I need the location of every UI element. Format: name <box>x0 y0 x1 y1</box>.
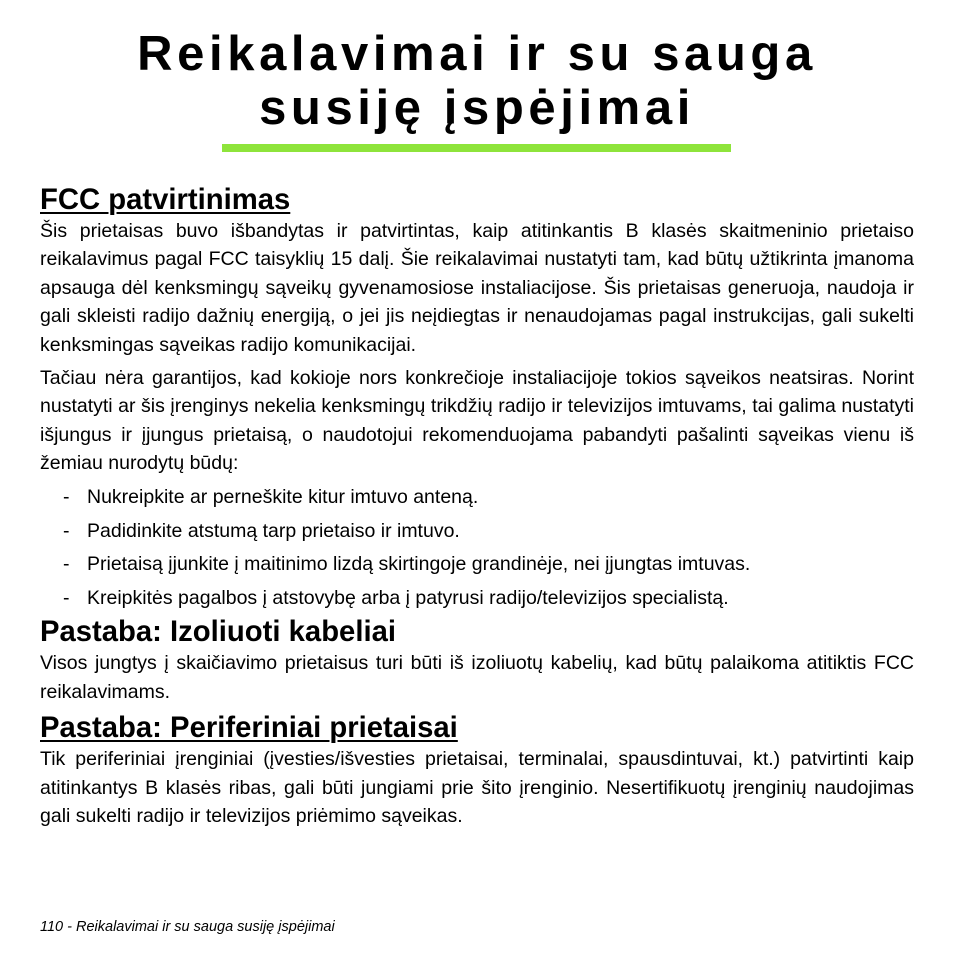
bullet-dash: - <box>63 553 70 576</box>
list-item-text: Kreipkitės pagalbos į atstovybę arba į patyrusi radijo/televizijos specialistą. <box>87 587 729 610</box>
title-underline-rule <box>222 144 731 152</box>
peripherals-paragraph: Tik periferiniai įrenginiai (įvesties/išvesties prietaisai, terminalai, spausdintuvai, kt.) patvirtinti kaip atitinkantys B klasės ribas, gali būti jungiami prie šito įrenginio. Nesertifikuotų įrenginių naudojimas gali sukelti radijo ir televizijos priėmimo sąveikas. <box>40 748 914 827</box>
bullet-dash: - <box>63 587 70 610</box>
list-item <box>40 584 914 612</box>
page-title <box>0 27 954 135</box>
bullet-dash: - <box>63 485 70 508</box>
page-title-line-1: Reikalavimai ir su sauga <box>137 27 817 81</box>
list-item-text: Padidinkite atstumą tarp prietaiso ir imtuvo. <box>87 519 460 542</box>
list-item <box>40 517 914 545</box>
list-item-text: Prietaisą įjunkite į maitinimo lizdą skirtingoje grandinėje, nei įjungtas imtuvas. <box>87 553 751 576</box>
section-heading-cables <box>40 616 914 649</box>
fcc-remedy-list <box>40 483 914 613</box>
section-heading-peripherals <box>40 712 914 745</box>
section-heading-cables-text: Pastaba: Izoliuoti kabeliai <box>40 616 396 649</box>
cables-paragraph: Visos jungtys į skaičiavimo prietaisus turi būti iš izoliuotų kabelių, kad būtų palaikoma atitiktis FCC reikalavimams. <box>40 652 914 703</box>
list-item <box>40 550 914 578</box>
section-heading-fcc-text: FCC patvirtinimas <box>40 184 291 216</box>
page-title-line-2: susiję įspėjimai <box>259 81 695 135</box>
fcc-paragraph-2: Tačiau nėra garantijos, kad kokioje nors konkrečioje instaliacijoje tokios sąveikos neatsiras. Norint nustatyti ar šis įrenginys nekelia kenksmingų trikdžių radijo ir televizijos imtuvams, tai galima nustatyti išjungus ir įjungus prietaisą, o naudotojui rekomenduojama pabandyti pašalinti sąveikas vienu iš žemiau nurodytų būdų: <box>40 367 914 475</box>
list-item-text: Nukreipkite ar perneškite kitur imtuvo anteną. <box>87 485 479 508</box>
section-heading-fcc <box>40 186 914 214</box>
document-body <box>40 186 914 835</box>
bullet-dash: - <box>63 519 70 542</box>
list-item <box>40 483 914 511</box>
section-heading-peripherals-text: Pastaba: Periferiniai prietaisai <box>40 712 458 745</box>
page-footer: 110 - Reikalavimai ir su sauga susiję įspėjimai <box>40 919 335 935</box>
fcc-paragraph-1: Šis prietaisas buvo išbandytas ir patvirtintas, kaip atitinkantis B klasės skaitmeninio prietaiso reikalavimus pagal FCC taisyklių 15 dalį. Šie reikalavimai nustatyti tam, kad būtų užtikrinta įmanoma apsauga dėl kenksmingų sąveikų gyvenamosiose instaliacijose. Šis prietaisas generuoja, naudoja ir gali skleisti radijo dažnių energiją, o jei jis neįdiegtas ir nenaudojamas pagal instrukcijas, gali sukelti kenksmingas sąveikas radijo komunikacijai. <box>40 220 914 356</box>
